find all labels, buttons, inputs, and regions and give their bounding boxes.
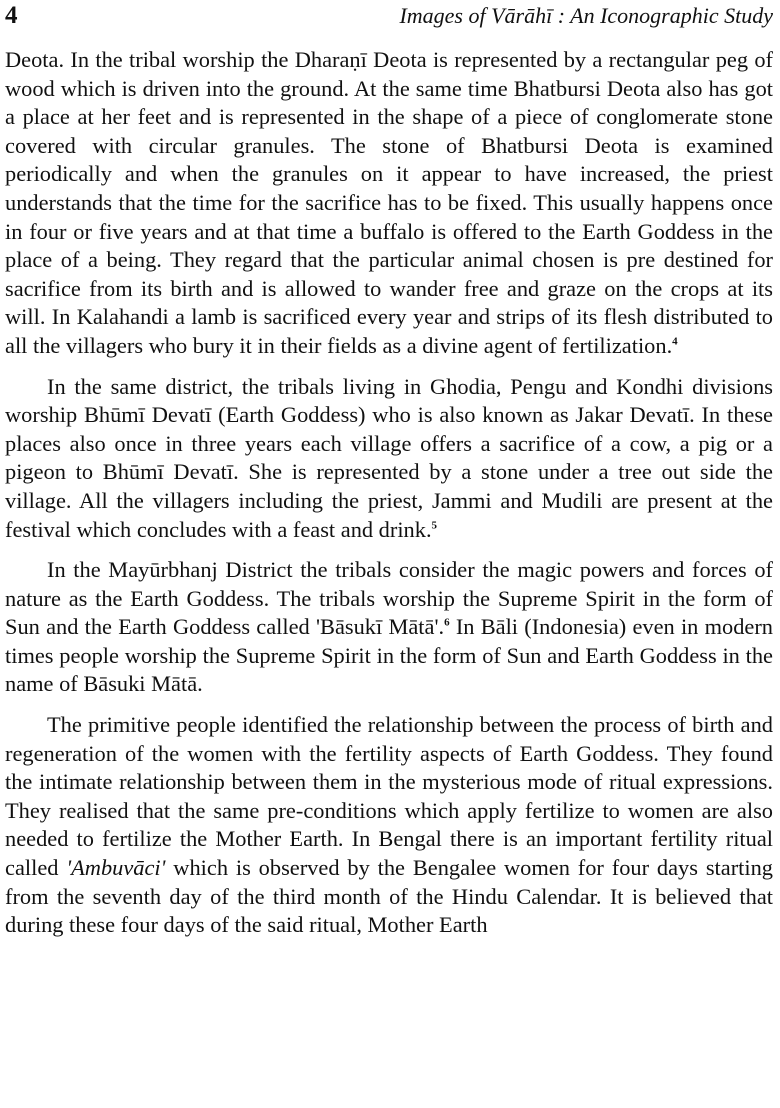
running-title: Images of Vārāhī : An Iconographic Study: [399, 3, 773, 28]
ritual-term: 'Ambuvāci': [66, 855, 166, 881]
paragraph-3-text-before: In the Mayūrbhanj District the tribals consider the magic powers and forces of nature as the Earth Goddess. The tribals worship the Supreme Spirit in the form of Sun and the Earth Goddess called 'Bāsukī Mātā'.: [5, 557, 773, 640]
paragraph-4-text-after: which is observed by the Bengalee women for four days starting from the seventh day of the third month of the Hindu Calendar. It is believed that during these four days of the said ritual, Mother Earth: [5, 855, 773, 938]
paragraph-4-text-before: The primitive people identified the relationship between the process of birth and regeneration of the women with the fertility aspects of Earth Goddess. They found the intimate relationship between them in the mysterious mode of ritual expressions. They realised that the same pre-conditions which apply fertilize to women are also needed to fertilize the Mother Earth. In Bengal there is an important fertility ritual called: [5, 712, 773, 881]
paragraph-3: [5, 556, 773, 699]
footnote-marker-4: 4: [672, 335, 678, 348]
page-number: 4: [5, 2, 18, 29]
body-text: [5, 46, 773, 940]
book-page: [5, 0, 773, 1108]
running-header: [5, 0, 773, 46]
paragraph-3-text-after: In Bāli (Indonesia) even in modern times people worship the Supreme Spirit in the form of Sun and Earth Goddess in the name of Bāsuki Mātā.: [5, 614, 774, 697]
paragraph-4: [5, 711, 773, 940]
paragraph-2: [5, 373, 773, 545]
paragraph-1: [5, 46, 773, 361]
paragraph-2-text: In the same district, the tribals living in Ghodia, Pengu and Kondhi divisions worship Bhūmī Devatī (Earth Goddess) who is also known as Jakar Devatī. In these places also once in three years each village offers a sacrifice of a cow, a pig or a pigeon to Bhūmī Devatī. She is represented by a stone under a tree out side the village. All the villagers including the priest, Jammi and Mudili are present at the festival which concludes with a feast and drink.: [5, 373, 773, 542]
footnote-marker-5: 5: [431, 519, 438, 532]
footnote-marker-6: 6: [444, 616, 450, 629]
paragraph-1-text: Deota. In the tribal worship the Dharaṇī Deota is represented by a rectangular peg of wood which is driven into the ground. At the same time Bhatbursi Deota also has got a place at her feet and is represented in the shape of a piece of conglomerate stone covered with circular granules. The stone of Bhatbursi Deota is examined periodically and when the granules on it appear to have increased, the priest understands that the time for the sacrifice has to be fixed. This usually happens once in four or five years and at that time a buffalo is offered to the Earth Goddess in the place of a being. They regard that the particular animal chosen is pre destined for sacrifice from its birth and is allowed to wander free and graze on the crops at its will. In Kalahandi a lamb is sacrificed every year and strips of its flesh distributed to all the villagers who bury it in their fields as a divine agent of fertilization.: [5, 47, 773, 358]
